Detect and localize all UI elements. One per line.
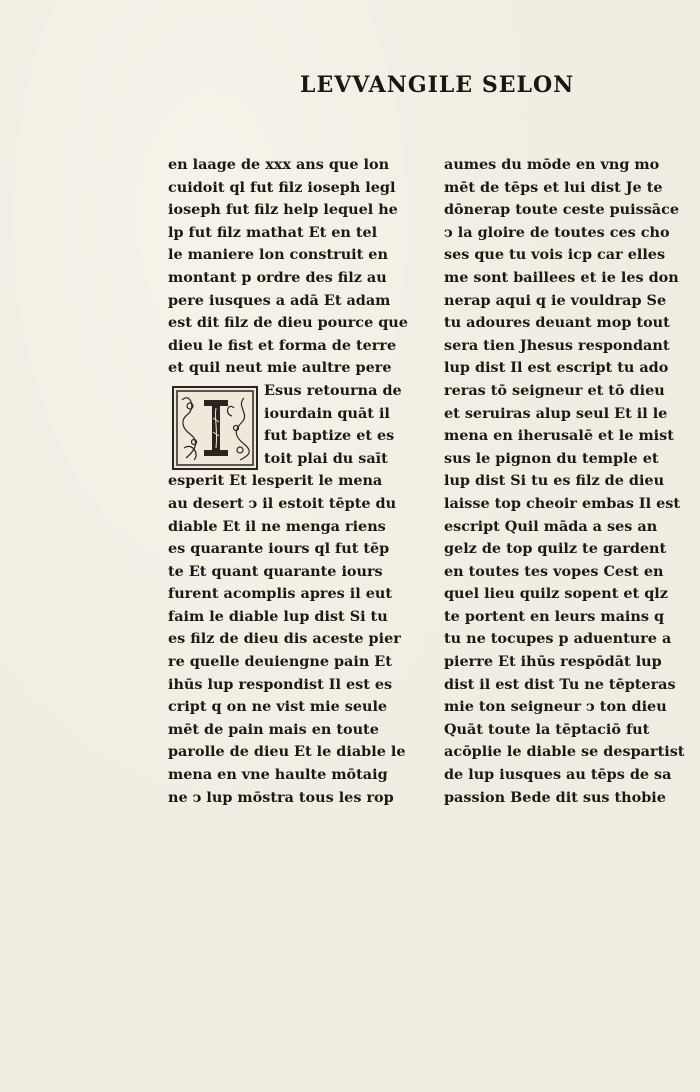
text-line: cript q on ne vist mie seule — [168, 698, 388, 716]
text-line: et quil neut mie aultre pere — [168, 359, 392, 377]
text-line: mie ton seigneur ↄ ton dieu — [444, 698, 667, 716]
text-line: et seruiras alup seul Et il le — [444, 404, 668, 422]
text-line: montant p ordre des filz au — [168, 268, 387, 286]
text-line: ne ↄ lup mōstra tous les rop — [168, 788, 394, 806]
text-line: quel lieu quilz sopent et qlz — [444, 585, 668, 603]
text-line: ↄ la gloire de toutes ces cho — [444, 223, 670, 241]
text-line: iourdain quāt il — [264, 404, 390, 422]
text-line: dieu le fist et forma de terre — [168, 336, 397, 354]
text-line: ioseph fut filz help lequel he — [168, 201, 398, 219]
text-line: escript Quil māda a ses an — [444, 517, 658, 535]
text-line: faim le diable lup dist Si tu — [168, 607, 388, 625]
text-line: diable Et il ne menga riens — [168, 517, 386, 535]
text-line: furent acomplis apres il eut — [168, 585, 392, 603]
text-line: re quelle deuiengne pain Et — [168, 653, 392, 671]
text-line: reras tō seigneur et tō dieu — [444, 381, 665, 399]
text-line: sus le pignon du temple et — [444, 449, 659, 467]
text-line: aumes du mōde en vng mo — [444, 156, 660, 173]
text-line: nerap aqui q ie vouldrap Se — [444, 291, 667, 309]
text-line: de lup iusques au tēps de sa — [444, 766, 672, 784]
text-line: gelz de top quilz te gardent — [444, 540, 667, 558]
text-line: au desert ↄ il estoit tēpte du — [168, 494, 397, 512]
text-line: toit plai du saīt — [264, 449, 388, 467]
text-line: te portent en leurs mains q — [444, 607, 665, 625]
text-line: te Et quant quarante iours — [168, 562, 383, 580]
text-line: en laage de xxx ans que lon — [168, 156, 390, 173]
text-line: mena en vne haulte mōtaig — [168, 766, 388, 784]
text-line: est dit filz de dieu pource que — [168, 314, 408, 332]
decorated-initial-letter — [172, 386, 258, 470]
text-line: tu ne tocupes p aduenture a — [444, 630, 672, 648]
text-line: Esus retourna de — [264, 381, 402, 399]
text-line: ihūs lup respondist Il est es — [168, 675, 393, 693]
left-text-column — [168, 154, 408, 809]
text-line: lup dist Si tu es filz de dieu — [444, 472, 665, 490]
text-line: tu adoures deuant mop tout — [444, 314, 670, 332]
text-line: lup dist Il est escript tu ado — [444, 359, 669, 377]
text-line: lp fut filz mathat Et en tel — [168, 223, 378, 241]
text-line: ses que tu vois icp car elles — [444, 246, 666, 264]
text-line: passion Bede dit sus thobie — [444, 788, 666, 806]
text-line: dōnerap toute ceste puissāce — [444, 201, 680, 219]
text-line: es quarante iours ql fut tēp — [168, 540, 390, 558]
text-line: cuidoit ql fut filz ioseph legl — [168, 178, 396, 196]
running-head: LEVVANGILE SELON — [300, 72, 575, 98]
text-line: Quāt toute la tēptaciō fut — [444, 720, 650, 738]
text-line: le maniere lon construit en — [168, 246, 388, 264]
text-line: fut baptize et es — [264, 427, 395, 445]
text-line: esperit Et lesperit le mena — [168, 472, 383, 490]
text-line: dist il est dist Tu ne tēpteras — [444, 675, 676, 693]
text-line: laisse top cheoir embas Il est — [444, 494, 680, 512]
text-line: mena en iherusalē et le mist — [444, 427, 674, 445]
text-line: sera tien Jhesus respondant — [444, 336, 670, 354]
text-line: pierre Et ihūs respōdāt lup — [444, 653, 662, 671]
text-line: mēt de tēps et lui dist Je te — [444, 178, 663, 196]
text-line: me sont baillees et ie les don — [444, 268, 679, 286]
text-line: mēt de pain mais en toute — [168, 720, 379, 738]
text-line: en toutes tes vopes Cest en — [444, 562, 664, 580]
text-line: es filz de dieu dis aceste pier — [168, 630, 401, 648]
floral-initial-icon — [174, 388, 256, 468]
text-line: parolle de dieu Et le diable le — [168, 743, 406, 761]
text-line: pere iusques a adā Et adam — [168, 291, 391, 309]
right-text-column — [444, 154, 684, 809]
text-line: acōplie le diable se despartist — [444, 743, 685, 761]
